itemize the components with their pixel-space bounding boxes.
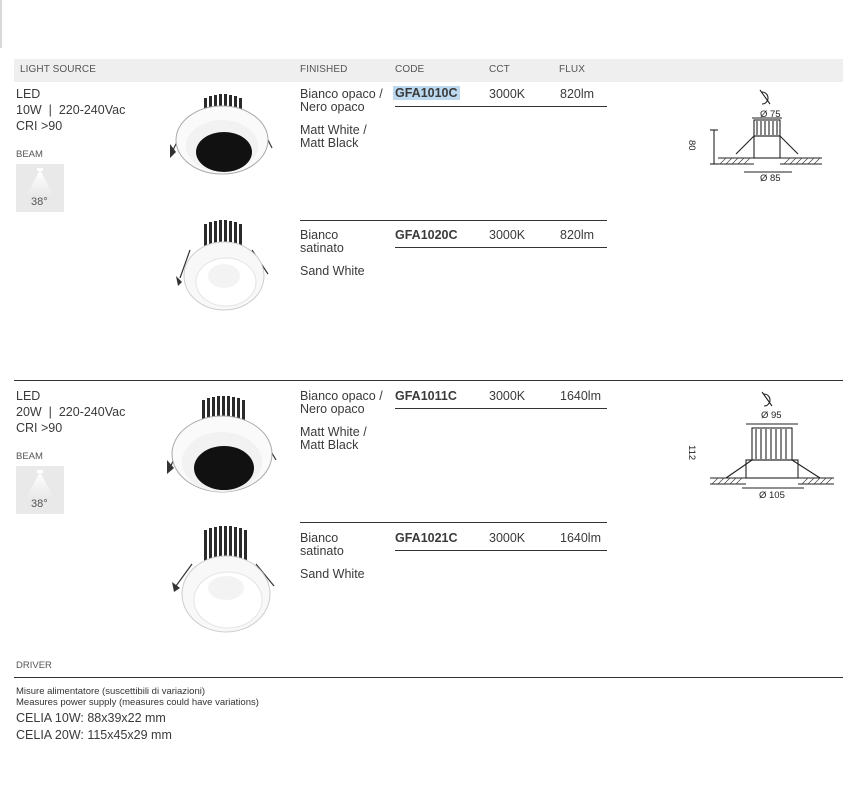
finish-it-line1: Bianco xyxy=(300,228,339,242)
product-image-white-20w xyxy=(170,524,280,639)
product-image-black-20w xyxy=(164,392,282,503)
cct-value: 3000K xyxy=(489,389,526,403)
product-code[interactable]: GFA1020C xyxy=(395,228,458,242)
light-source-cri: CRI >90 xyxy=(16,119,63,133)
table-header-bar xyxy=(14,59,843,82)
finish-it-line2: satinato xyxy=(300,241,344,255)
row-divider-top xyxy=(300,220,607,221)
flux-value: 820lm xyxy=(560,87,595,101)
flux-value: 820lm xyxy=(560,228,595,242)
light-source-type: LED xyxy=(16,87,41,101)
light-source-power: 20W | 220-240Vac xyxy=(16,405,126,419)
beam-angle: 38° xyxy=(31,196,48,208)
product-image-white-10w xyxy=(168,216,276,319)
row-divider xyxy=(395,106,607,107)
product-code-highlighted[interactable]: GFA1010C xyxy=(395,86,458,100)
finish-it-line1: Bianco opaco / xyxy=(300,87,383,101)
finish-en-line1: Matt White / xyxy=(300,425,367,439)
product-code[interactable]: GFA1021C xyxy=(395,531,458,545)
beam-label: BEAM xyxy=(16,149,43,160)
dim-bottom-diameter: Ø 85 xyxy=(760,173,781,184)
header-code: CODE xyxy=(395,64,425,75)
dim-height: 112 xyxy=(686,445,697,461)
flux-value: 1640lm xyxy=(560,389,601,403)
group-separator xyxy=(14,380,843,381)
driver-line-20w: CELIA 20W: 115x45x29 mm xyxy=(16,728,172,742)
page-edge-marker xyxy=(0,0,2,48)
finish-it-line1: Bianco opaco / xyxy=(300,389,383,403)
light-source-type: LED xyxy=(16,389,41,403)
driver-title: DRIVER xyxy=(16,660,52,671)
finish-en-line1: Matt White / xyxy=(300,123,367,137)
product-code[interactable]: GFA1011C xyxy=(395,389,457,403)
finish-en-line1: Sand White xyxy=(300,567,365,581)
beam-label: BEAM xyxy=(16,451,43,462)
finish-it-line2: satinato xyxy=(300,544,344,558)
cct-value: 3000K xyxy=(489,228,526,242)
finish-it-line2: Nero opaco xyxy=(300,402,365,416)
dim-top-diameter: Ø 75 xyxy=(760,109,781,120)
dim-bottom-diameter: Ø 105 xyxy=(759,490,785,501)
row-divider xyxy=(395,550,607,551)
finish-it-line1: Bianco xyxy=(300,531,339,545)
finish-it-line2: Nero opaco xyxy=(300,100,365,114)
product-image-black-10w xyxy=(166,88,278,185)
header-light-source: LIGHT SOURCE xyxy=(20,64,97,75)
row-divider xyxy=(395,408,607,409)
row-divider-top xyxy=(300,522,607,523)
header-cct: CCT xyxy=(489,64,510,75)
driver-note-en: Measures power supply (measures could have variations) xyxy=(16,697,259,708)
dim-height: 80 xyxy=(686,140,697,151)
flux-value: 1640lm xyxy=(560,531,601,545)
header-flux: FLUX xyxy=(559,64,585,75)
row-divider xyxy=(395,247,607,248)
driver-separator xyxy=(14,677,843,678)
finish-en-line1: Sand White xyxy=(300,264,365,278)
finish-en-line2: Matt Black xyxy=(300,438,359,452)
beam-angle: 38° xyxy=(31,498,48,510)
driver-note-it: Misure alimentatore (suscettibili di variazioni) xyxy=(16,686,206,697)
finish-en-line2: Matt Black xyxy=(300,136,359,150)
cct-value: 3000K xyxy=(489,87,526,101)
light-source-cri: CRI >90 xyxy=(16,421,63,435)
cct-value: 3000K xyxy=(489,531,526,545)
dimension-drawing-20w xyxy=(700,388,838,503)
dim-top-diameter: Ø 95 xyxy=(761,410,782,421)
light-source-power: 10W | 220-240Vac xyxy=(16,103,126,117)
driver-line-10w: CELIA 10W: 88x39x22 mm xyxy=(16,711,166,725)
header-finished: FINISHED xyxy=(300,64,348,75)
